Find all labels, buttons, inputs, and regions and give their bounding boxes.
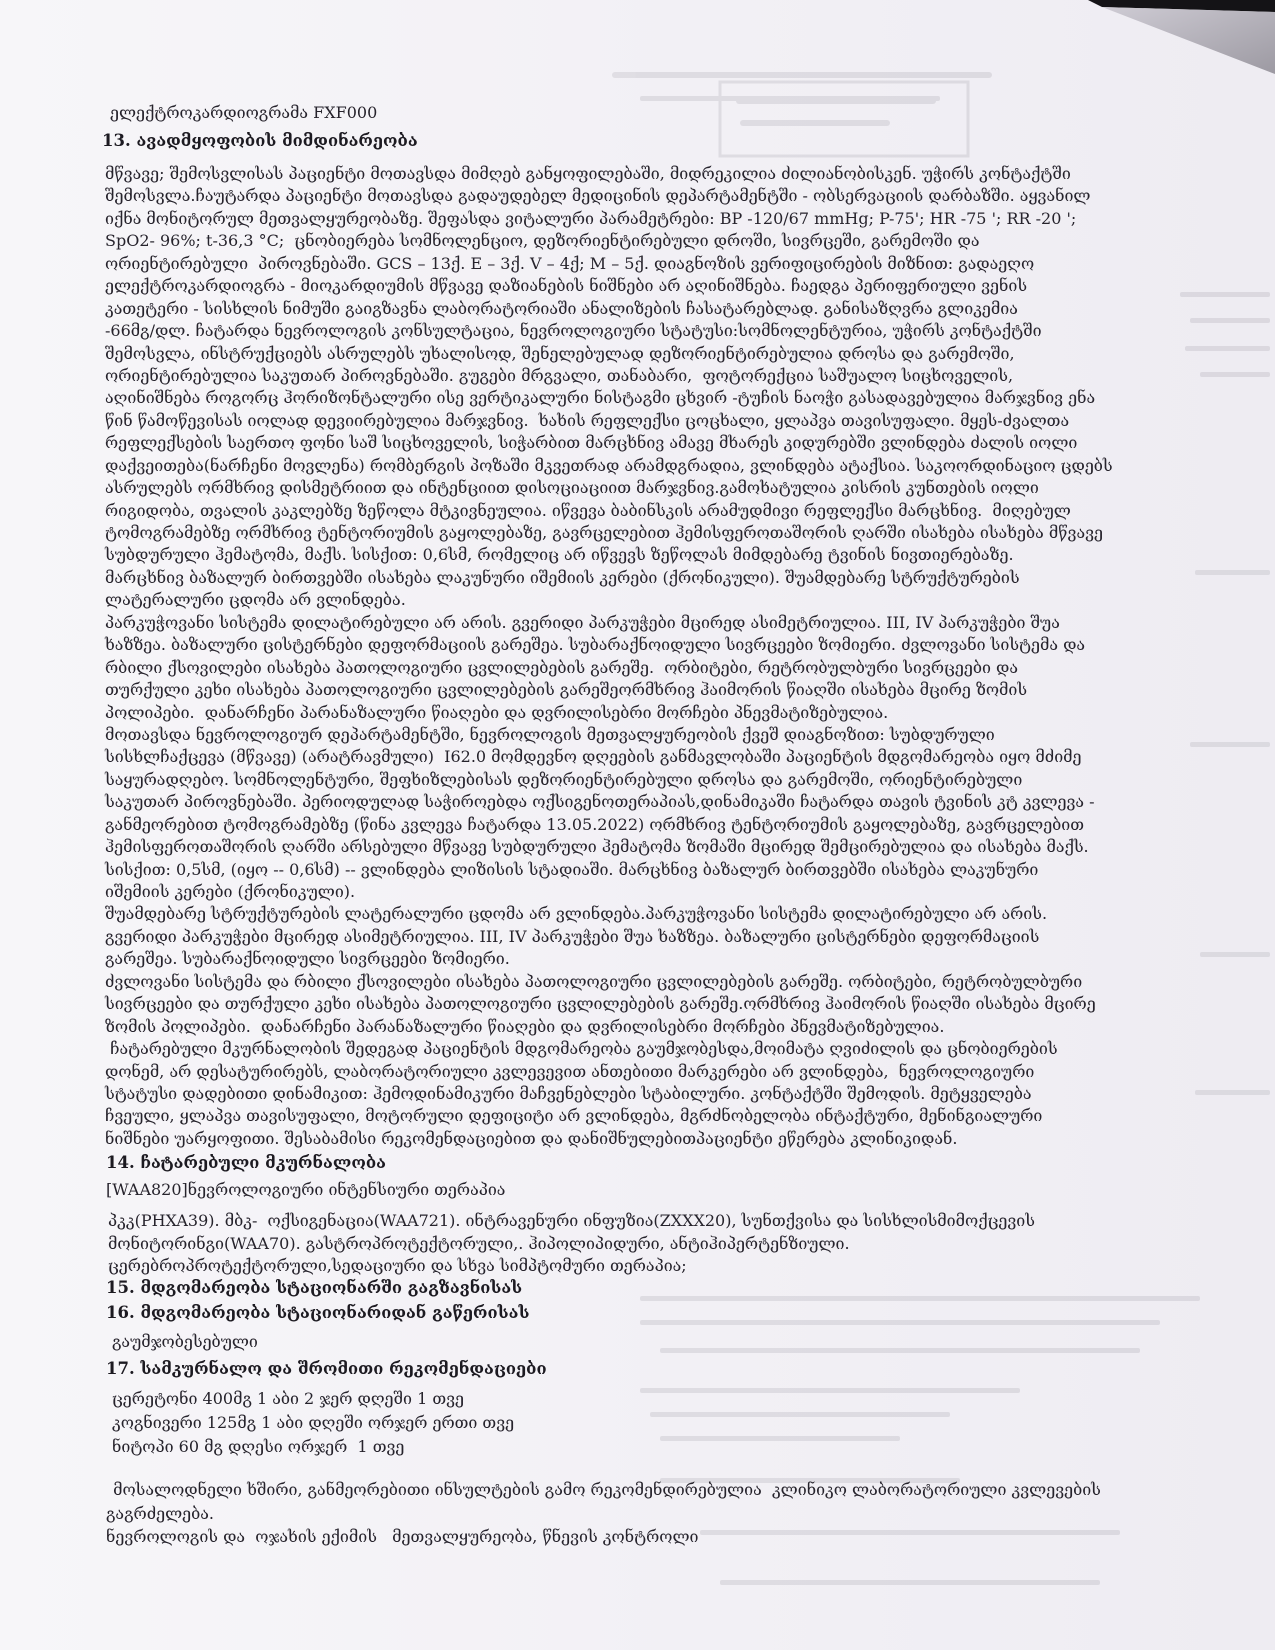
paragraph-line: იშემიის კერები (ქრონიკული). xyxy=(105,882,356,901)
section-14-heading: 14. ჩატარებული მკურნალობა xyxy=(106,1153,386,1172)
paragraph-line: ასრულებს ორმხრივ დისმეტრიით და ინტენციით დისოციაციით მარჯვნივ.გამოხატულია კისრის კუნთების იოლი xyxy=(105,478,1039,498)
paragraph-line: მოთავსდა ნევროლოგიურ დეპარტამენტში, ნევროლოგის მეთვალყურეობის ქვეშ დიაგნოზით: სუბდურული xyxy=(105,724,995,744)
section-15-heading: 15. მდგომარეობა სტაციონარში გაგზავნისას xyxy=(106,1278,523,1297)
paragraph-line: გვერიდი პარკუჭები მცირედ ასიმეტრიულია. III, IV პარკუჭები შუა ხაზზეა. ბაზალური ცისტერნები დეფორმაციის xyxy=(105,926,1040,946)
paragraph-line: ორიენტირებული პიროვნებაში. GCS – 13ქ. E – 3ქ. V – 4ქ; M – 5ქ. დიაგნოზის ვერიფიცირების მიზნით: გადაეღო xyxy=(105,253,1035,273)
paragraph-line: ჰემისფეროთაშორის ღარში არსებული მწვავე სუბდურული ჰემატომა ზომაში მცირედ შემცირებულია და ისახება მაქს. xyxy=(105,837,1089,857)
paragraph-line: ელექტროკარდიოგრა - მიოკარდიუმის მწვავე დაზიანების ნიშნები არ აღინიშნება. ჩაედგა პერიფერიული ვენის xyxy=(105,276,1028,296)
paragraph-line: სუბდურული ჰემატომა, მაქს. სისქით: 0,6სმ, რომელიც არ იწვევს ზეწოლას მიმდებარე ტვინის ნივთიერებაზე. xyxy=(105,545,1014,565)
discharge-condition-value: გაუმჯობესებული xyxy=(112,1332,258,1351)
paragraph-line: აღინიშნება როგორც ჰორიზონტალური ისე ვერტიკალური ნისტაგმი ცხვირ -ტუჩის ნაოჭი გასადავებულია მარჯვნივ ენა xyxy=(105,388,1096,408)
paragraph-line: წინ წამოწევისას იოლად დევიირებულია მარჯვნივ. ხახის რეფლექსი ცოცხალი, ყლაპვა თავისუფალი. მყეს-ძვალთა xyxy=(105,410,1070,430)
paragraph-line: იქნა მონიტორულ მეთვალყურეობაზე. შეფასდა ვიტალური პარამეტრები: BP -120/67 mmHg; P-75'; HR -75 '; RR -20 '; xyxy=(105,208,1077,228)
medication-item: კოგნივერი 125მგ 1 აბი დღეში ორჯერ ერთი თვე xyxy=(112,1413,515,1432)
paragraph-line: ჩვეული, ყლაპვა თავისუფალი, მოტორული დეფიციტი არ ვლინდება, მგრძნობელობა ინტაქტური, მენინგიალური xyxy=(105,1106,1043,1126)
section-13-body xyxy=(105,163,1113,1150)
treatment-line: [WAA820]ნევროლოგიური ინტენსიური თერაპია xyxy=(106,1180,506,1199)
paragraph-line: მარცხნივ ბაზალურ ბირთვებში ისახება ლაკუნური იშემიის კერები (ქრონიკული). შუამდებარე სტრუქტურების xyxy=(105,567,1020,587)
folded-corner xyxy=(1088,0,1275,74)
treatment-line: მონიტორინგი(WAA70). გასტროპროტექტორული,. ჰიპოლიპიდური, ანტიჰიპერტენზიული. xyxy=(108,1234,850,1253)
treatment-line: პკკ(PHXA39). მბკ- ოქსიგენაცია(WAA721). ინტრავენური ინფუზია(ZXXX20), სუნთქვისა და სისხლისმიმოქცევის xyxy=(108,1211,1035,1230)
paragraph-line: ორიენტირებულია საკუთარ პიროვნებაში. გუგები მრგვალი, თანაბარი, ფოტორექცია საშუალო სიცხოველის, xyxy=(105,365,1014,385)
paragraph-line: დაქვეითება(ნარჩენი მოვლენა) რომბერგის პოზაში მკვეთრად არამდგრადია, ვლინდება ატაქსია. საკოორდინაციო ცდებს xyxy=(105,455,1113,475)
paragraph-line: შემოსვლა.ჩაუტარდა პაციენტი მოთავსდა გადაუდებელ მედიცინის დეპარტამენტში - ობსერვაციის დარბაზში. აყვანილ xyxy=(105,186,1091,206)
section-13-heading: 13. ავადმყოფობის მიმდინარეობა xyxy=(102,131,418,150)
paragraph-line: შემოსვლა, ინსტრუქციებს ასრულებს უხალისოდ, შენელებულად დეზორიენტირებულია დროსა და გარემოში, xyxy=(105,343,1015,363)
paragraph-line: ტომოგრამებზე ორმხრივ ტენტორიუმის გაყოლებაზე, გავრცელებით ჰემისფეროთაშორის ღარში ისახება ისახება მწვავე xyxy=(105,523,1103,542)
paragraph-line: SpO2- 96%; t-36,3 °C; ცნობიერება სომნოლენციო, დეზორიენტირებული დროში, სივრცეში, გარემოში და xyxy=(105,231,980,251)
paragraph-line: სივრცეები და თურქული კეხი ისახება პათოლოგიური ცვლილებების გარეშე.ორმხრივ ჰაიმორის წიაღში ისახება მცირე xyxy=(105,994,1096,1014)
paragraph-line: რიგიდობა, თვალის კაკლებზე ზეწოლა მტკივნეულია. იწვევა ბაბინსკის არამუდმივი რეფლექსი მარცხნივ. მიღებულ xyxy=(105,500,1071,520)
medication-item: ნიტოპი 60 მგ დღესი ორჯერ 1 თვე xyxy=(112,1437,405,1456)
section-17-heading: 17. სამკურნალო და შრომითი რეკომენდაციები xyxy=(106,1359,547,1378)
paragraph-line: ნიშნები უარყოფითი. შესაბამისი რეკომენდაციებით და დანიშნულებითპაციენტი ეწერება კლინიკიდან. xyxy=(105,1128,958,1148)
recommendation-line: ნევროლოგის და ოჯახის ექიმის მეთვალყურეობა, წნევის კონტროლი xyxy=(106,1527,699,1546)
paragraph-line: თურქული კეხი ისახება პათოლოგიური ცვლილებების გარეშეორმხრივ ჰაიმორის წიაღში ისახება მცირე ზომის xyxy=(105,680,1028,700)
treatment-line: ცერებროპროტექტორული,სედაციური და სხვა სიმპტომური თერაპია; xyxy=(108,1256,687,1275)
paragraph-line: საკუთარ პიროვნებაში. პერიოდულად საჭიროებდა ოქსიგენოთერაპიას,დინამიკაში ჩატარდა თავის ტვინის კტ კვლევა - xyxy=(105,792,1095,812)
paragraph-line: დონემ, არ დესატურირებს, ლაბორატორიული კვლევევით ანთებითი მარკერები არ ვლინდება, ნევროლოგიური xyxy=(105,1061,1035,1081)
medication-item: ცერეტონი 400მგ 1 აბი 2 ჯერ დღეში 1 თვე xyxy=(112,1389,464,1408)
paragraph-line: კათეტერი - სისხლის ნიმუში გაიგზავნა ლაბორატორიაში ანალიზების ჩასატარებლად. განისაზღვრა გლიკემია xyxy=(105,298,1018,318)
paragraph-line: შუამდებარე სტრუქტურების ლატერალური ცდომა არ ვლინდება.პარკუჭოვანი სისტემა დილატირებული არ არის. xyxy=(105,904,1048,924)
paragraph-line: ჩატარებული მკურნალობის შედეგად პაციენტის მდგომარეობა გაუმჯობესდა,მოიმატა ღვიძილის და ცნობიერების xyxy=(105,1039,1058,1059)
paragraph-line: განმეორებით ტომოგრამებზე (წინა კვლევა ჩატარდა 13.05.2022) ორმხრივ ტენტორიუმის გაყოლებაზე, გავრცელებით xyxy=(105,814,1085,834)
medication-list xyxy=(112,1387,514,1459)
paragraph-line: რბილი ქსოვილები ისახება პათოლოგიური ცვლილებების გარეშე. ორბიტები, რეტრობულბური სივრცეები და xyxy=(105,657,1018,677)
ecg-code-line: ელექტროკარდიოგრამა FXF000 xyxy=(110,103,378,122)
recommendation-line: გაგრძელება. xyxy=(106,1504,214,1523)
paragraph-line: პოლიპები. დანარჩენი პარანაზალური წიაღები და დვრილისებრი მორჩები პნევმატიზებულია. xyxy=(105,702,889,722)
paragraph-line: სისხლჩაქცევა (მწვავე) (არატრავმული) I62.0 მომდევნო დღეების განმავლობაში პაციენტის მდგომარეობა იყო მძიმე xyxy=(105,747,1082,767)
paragraph-line: მწვავე; შემოსვლისას პაციენტი მოთავსდა მიმღებ განყოფილებაში, მიდრეკილია ძილიანობისკენ. უჭირს კონტაქტში xyxy=(105,164,1071,183)
section-16-heading: 16. მდგომარეობა სტაციონარიდან გაწერისას xyxy=(106,1303,530,1322)
paragraph-line: -66მგ/დლ. ჩატარდა ნევროლოგის კონსულტაცია, ნევროლოგიური სტატუსი:სომნოლენტურია, უჭირს კონტაქტში xyxy=(105,321,1042,341)
paragraph-line: ხაზზეა. ბაზალური ცისტერნები დეფორმაციის გარეშეა. სუბარაქნოიდული სივრცეები ზომიერი. ძვლოვანი სისტემა და xyxy=(105,635,1086,655)
paragraph-line: ლატერალური ცდომა არ ვლინდება. xyxy=(105,590,406,610)
paragraph-line: სტატუსი დადებითი დინამიკით: ჰემოდინამიკური მაჩვენებლები სტაბილური. კონტაქტში შემოდის. მეტყველება xyxy=(105,1083,1032,1103)
paragraph-line: რეფლექსების საერთო ფონი საშ სიცხოველის, სიჭარბით მარცხნივ ამავე მხარეს კიდურებში ვლინდება ძალის იოლი xyxy=(105,433,1078,453)
paragraph-line: საყურადღებო. სომნოლენტური, შეფხიზლებისას დეზორიენტირებული დროსა და გარემოში, ორიენტირებული xyxy=(105,769,1023,789)
paragraph-line: სისქით: 0,5სმ, (იყო -- 0,6სმ) -- ვლინდება ლიზისის სტადიაში. მარცხნივ ბაზალურ ბირთვებში ისახება ლაკუნური xyxy=(105,859,1039,879)
paragraph-line: ძვლოვანი სისტემა და რბილი ქსოვილები ისახება პათოლოგიური ცვლილებების გარეშე. ორბიტები, რეტრობულბური xyxy=(105,971,1083,991)
recommendation-line: მოსალოდნელი ხშირი, განმეორებითი ინსულტების გამო რეკომენდირებულია კლინიკო ლაბორატორიული კვლევების xyxy=(108,1480,1101,1499)
paragraph-line: გარეშეა. სუბარაქნოიდული სივრცეები ზომიერი. xyxy=(105,949,510,969)
paragraph-line: ზომის პოლიპები. დანარჩენი პარანაზალური წიაღები და დვრილისებრი მორჩები პნევმატიზებულია. xyxy=(105,1016,945,1036)
paragraph-line: პარკუჭოვანი სისტემა დილატირებული არ არის. გვერიდი პარკუჭები მცირედ ასიმეტრიულია. III, IV პარკუჭები შუა xyxy=(105,612,1060,632)
